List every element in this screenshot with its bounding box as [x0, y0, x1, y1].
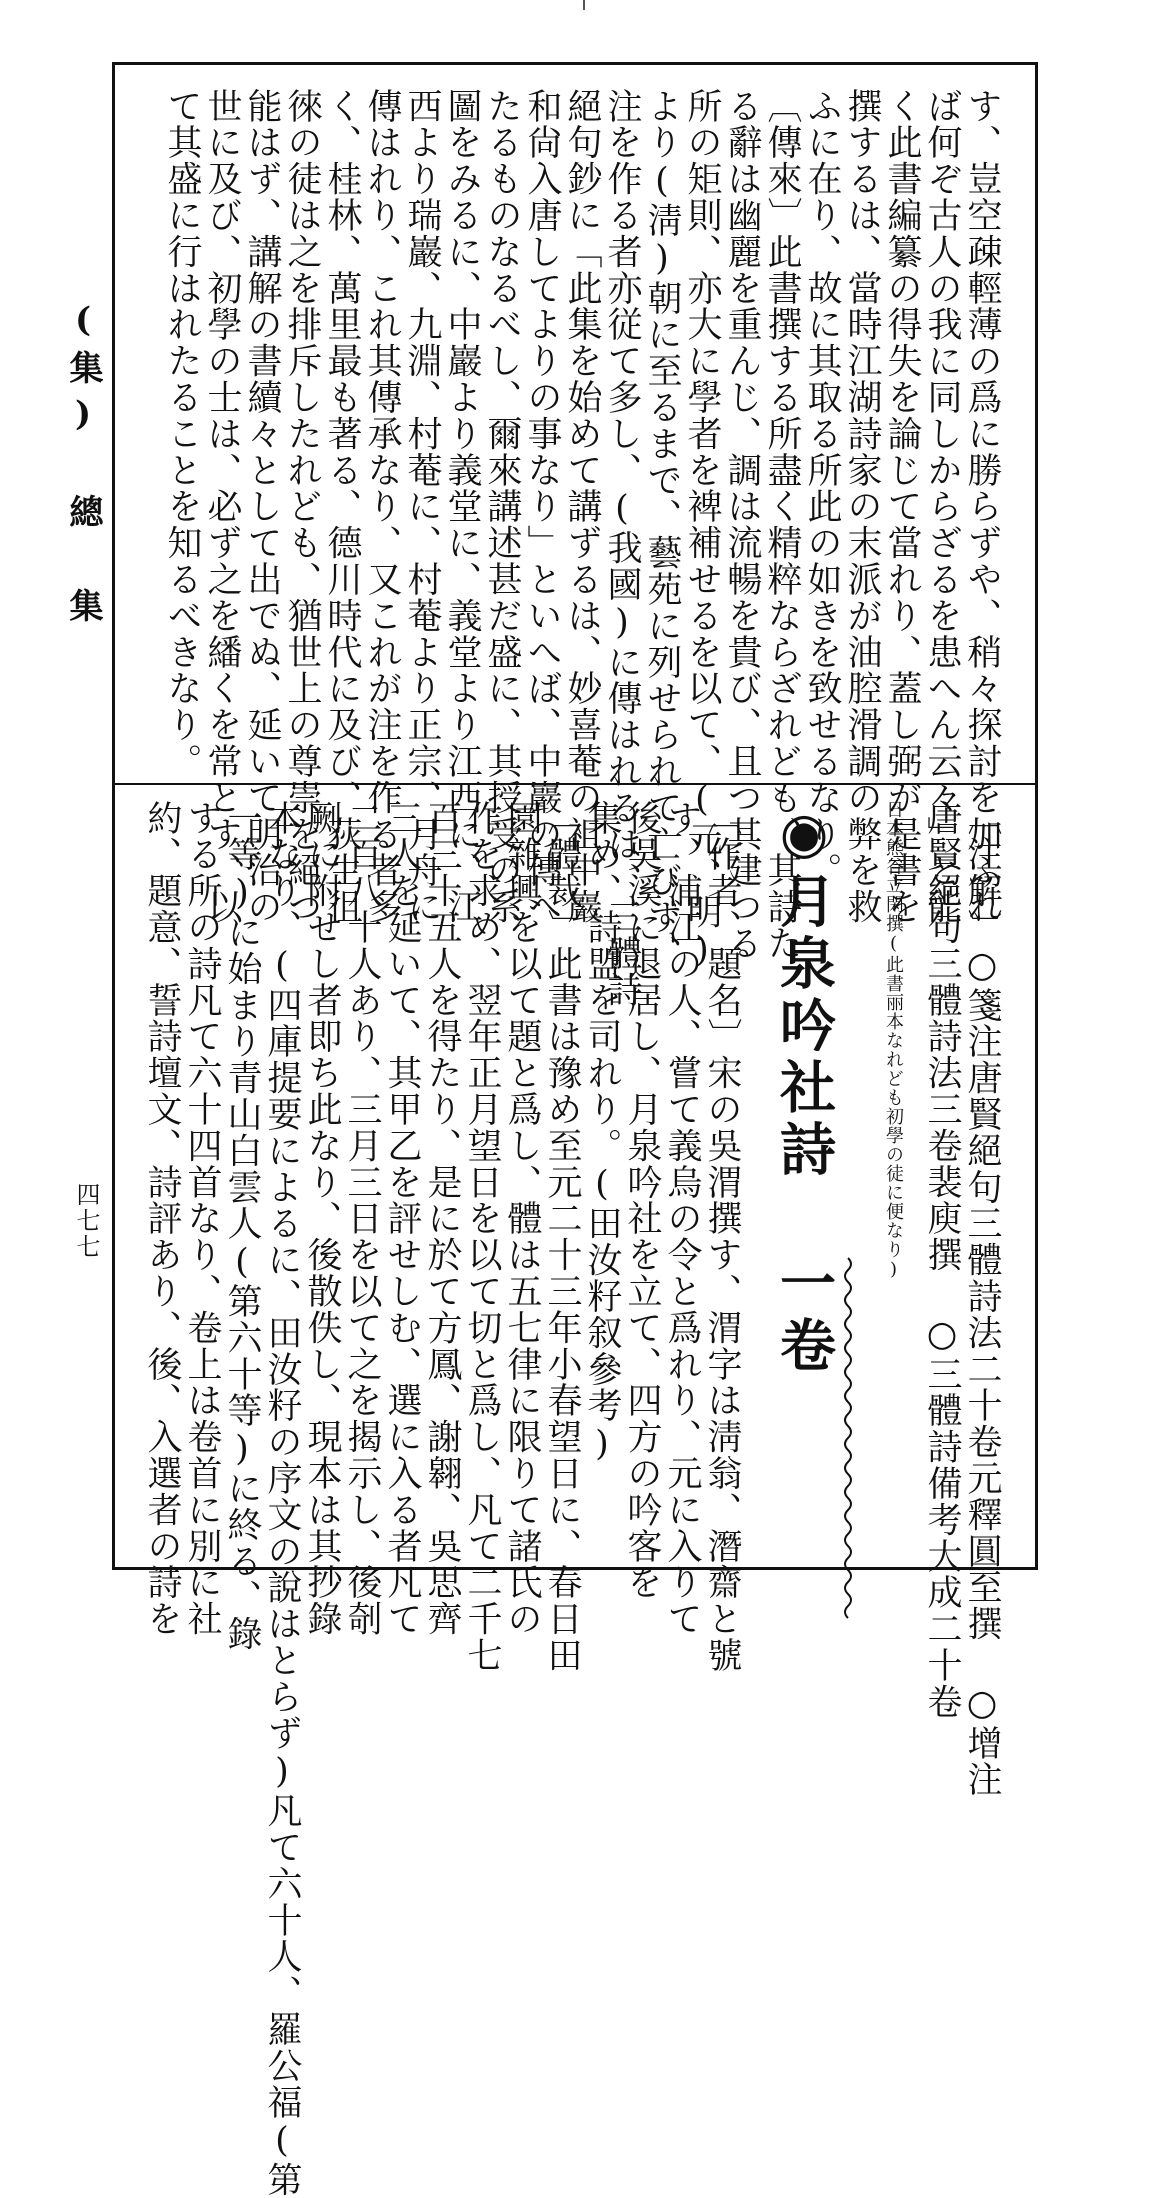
upper-column: す、豈空疎輕薄の爲に勝らずや、稍々探討を加ふれ — [962, 88, 1002, 926]
lower-column: 〔體裁〕此書は豫め至元二十三年小春望日に、春日田 — [542, 800, 582, 1674]
lower-column: 〔作者、題名〕宋の吳渭撰す、渭字は淸翁、潛齋と號 — [702, 800, 742, 1674]
lower-column: 三人を延いて、其甲乙を評せしむ、選に入る者凡て — [382, 800, 422, 1638]
lower-column: 園雜興を以て題と爲し、體は五七律に限りて諸氏の — [502, 800, 542, 1638]
upper-column: より(淸)朝に至るまで、藝苑に列せられて亡びず、 — [642, 88, 682, 972]
lower-column: 日本熊谷立閑撰(此書丽本なれども初學の徒に便なり) — [883, 800, 904, 1281]
lower-column: 後吳溪に退居し、月泉吟社を立て、四方の吟客を — [622, 800, 662, 1601]
upper-column: 絕句鈔に「此集を始めて講ずるは、妙喜菴の祖中巖 — [562, 88, 602, 926]
upper-column: 能はず、講解の書續々として出でぬ、延いて明治の — [242, 88, 282, 926]
lower-column: 百三十五人を得たり、是に於て方鳳、謝翱、吳思齊 — [422, 800, 462, 1638]
top-mark — [583, 0, 585, 10]
upper-column: ふに在り、故に其取る所此の如きを致せるなり。 — [802, 88, 842, 889]
upper-column: 所の矩則、亦大に學者を裨補せるを以て、(元、明) — [682, 88, 722, 972]
side-title: (集) 總 集 — [63, 300, 103, 632]
lower-column: 劂に附せし者即ち此なり、後散佚し、現本は其抄錄 — [302, 800, 342, 1638]
upper-column: 傳はれり、これ其傳承なり、又これが注を作る者多 — [362, 88, 402, 926]
lower-column: 本なり、(四庫提要によるに、田汝籽の序文の說はとらず)凡て六十人、羅公福(第 — [262, 800, 302, 2198]
upper-column: く、桂林、萬里最も著る、德川時代に及び、荻生徂 — [322, 88, 362, 926]
upper-column: 〔傳來〕此書撰する所盡く精粹ならざれども、其詩た — [762, 88, 802, 962]
upper-column: 和尙入唐してよりの事なり」といへば、中巖の傳へ — [522, 88, 562, 926]
upper-column: る辭は幽麗を重んじ、調は流暢を貴び、且つ其建つる — [722, 88, 762, 962]
upper-column: 注を作る者亦従て多し、(我國)に傳はれるは、三體詩 — [602, 88, 642, 1008]
upper-column: 世に及び、初學の士は、必ず之を繙くを常とす、以 — [202, 88, 242, 926]
wavy-mark — [838, 1258, 858, 1618]
page-number: 四七七 — [72, 1182, 100, 1260]
lower-column: 唐賢絕句三體詩法三卷裴庾撰 ○三體詩備考大成二十卷 — [922, 800, 962, 1720]
upper-column: 徠の徒は之を排斥したれども、猶世上の尊崇を絕つ — [282, 88, 322, 926]
upper-column: ば何ぞ古人の我に同しからざるを患へん云々」と能 — [922, 88, 962, 926]
lower-column: 二百八十人あり、三月三日を以て之を揭示し、後剞 — [342, 800, 382, 1638]
lower-column: 約、題意、誓詩壇文、詩評あり、後、入選者の詩を — [142, 800, 182, 1638]
work-heading: ◉月泉吟社詩 一卷 — [771, 800, 837, 1378]
lower-column: 作を求め、翌年正月望日を以て切と爲し、凡て二千七 — [462, 800, 502, 1674]
lower-column: 一等)に始まり青山白雲人(第六十等)に終る、錄 — [222, 800, 262, 1653]
lower-column: 集め、詩盟を司れり。(田汝籽叙參考) — [582, 800, 622, 1466]
upper-column: て其盛に行はれたることを知るべきなり。 — [162, 88, 202, 780]
lower-column: する所の詩凡て六十四首なり、卷上は卷首に別に社 — [182, 800, 222, 1638]
upper-column: 西より瑞巖、九淵、村菴に、村菴より正宗、月舟に — [402, 88, 442, 926]
upper-column: 圖をみるに、中巖より義堂に、義堂より江西に、江 — [442, 88, 482, 926]
lower-column: す、浦江の人、嘗て義烏の令と爲れり、元に入りて — [662, 800, 702, 1638]
upper-column: たるものなるべし、爾來講述甚だ盛に、其授受の系 — [482, 88, 522, 926]
upper-column: く此書編纂の得失を論じて當れり、蓋し弼が是書を — [882, 88, 922, 926]
upper-column: 撰するは、當時江湖詩家の末派が油腔滑調の弊を救 — [842, 88, 882, 926]
lower-column: 〔注解〕○箋注唐賢絕句三體詩法二十卷元釋圓至撰 ○增注 — [962, 800, 1002, 1798]
